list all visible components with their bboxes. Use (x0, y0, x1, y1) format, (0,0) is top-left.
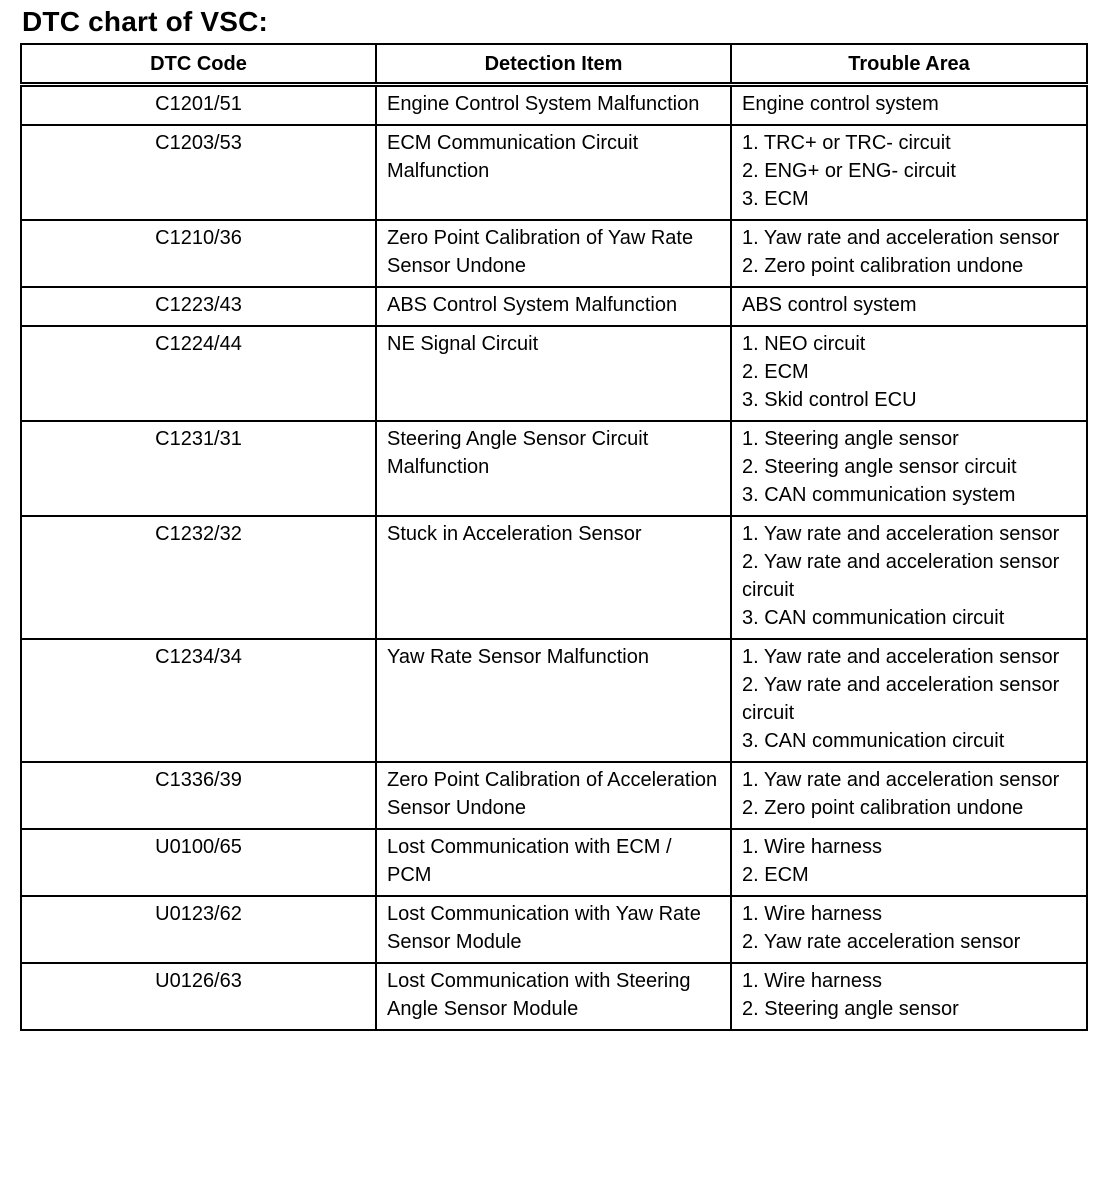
trouble-area-line: 1. NEO circuit (742, 333, 866, 355)
detection-item-cell: Zero Point Calibration of Acceleration Sensor Undone (376, 762, 731, 829)
table-row (21, 125, 1087, 220)
trouble-area-line: 3. Skid control ECU (742, 389, 917, 411)
dtc-code-cell: C1336/39 (21, 762, 376, 829)
trouble-area-line: 1. Wire harness (742, 970, 883, 992)
table-row (21, 896, 1087, 963)
trouble-area-line: 2. Zero point calibration undone (742, 255, 1024, 277)
detection-item-cell: Lost Communication with ECM / PCM (376, 829, 731, 896)
detection-item-cell: Stuck in Acceleration Sensor (376, 516, 731, 639)
detection-item-cell: Yaw Rate Sensor Malfunction (376, 639, 731, 762)
header-row (21, 44, 1087, 85)
trouble-area-cell (731, 639, 1087, 762)
trouble-area-line: 1. Yaw rate and acceleration sensor (742, 646, 1060, 668)
dtc-code-cell: C1223/43 (21, 287, 376, 326)
detection-item-cell: ECM Communication Circuit Malfunction (376, 125, 731, 220)
dtc-code-cell: C1231/31 (21, 421, 376, 516)
trouble-area-line: Engine control system (742, 93, 939, 115)
dtc-code-cell: U0100/65 (21, 829, 376, 896)
trouble-area-line: 1. TRC+ or TRC- circuit (742, 132, 951, 154)
detection-item-cell: ABS Control System Malfunction (376, 287, 731, 326)
trouble-area-line: 2. ECM (742, 361, 809, 383)
trouble-area-cell (731, 516, 1087, 639)
table-row (21, 220, 1087, 287)
trouble-area-line: 2. Zero point calibration undone (742, 797, 1024, 819)
table-row (21, 516, 1087, 639)
header-detection-item: Detection Item (376, 44, 731, 85)
trouble-area-line: 1. Wire harness (742, 836, 883, 858)
trouble-area-line: 2. ECM (742, 864, 809, 886)
table-header (21, 44, 1087, 85)
trouble-area-line: 2. Steering angle sensor (742, 998, 959, 1020)
detection-item-cell: Lost Communication with Steering Angle Sensor Module (376, 963, 731, 1030)
detection-item-cell: NE Signal Circuit (376, 326, 731, 421)
trouble-area-cell (731, 125, 1087, 220)
dtc-code-cell: C1234/34 (21, 639, 376, 762)
header-dtc-code: DTC Code (21, 44, 376, 85)
trouble-area-line: 3. ECM (742, 188, 809, 210)
detection-item-cell: Zero Point Calibration of Yaw Rate Sensor Undone (376, 220, 731, 287)
table-row (21, 326, 1087, 421)
table-row (21, 829, 1087, 896)
dtc-code-cell: U0126/63 (21, 963, 376, 1030)
trouble-area-line: 1. Wire harness (742, 903, 883, 925)
dtc-table (20, 43, 1088, 1031)
trouble-area-cell (731, 287, 1087, 326)
trouble-area-line: 2. Yaw rate and acceleration sensor circuit (742, 674, 1060, 724)
trouble-area-line: 3. CAN communication system (742, 484, 1016, 506)
trouble-area-line: 2. Yaw rate acceleration sensor (742, 931, 1021, 953)
dtc-code-cell: C1210/36 (21, 220, 376, 287)
trouble-area-line: 3. CAN communication circuit (742, 730, 1005, 752)
trouble-area-line: 2. Yaw rate and acceleration sensor circuit (742, 551, 1060, 601)
trouble-area-cell (731, 829, 1087, 896)
trouble-area-cell (731, 421, 1087, 516)
dtc-code-cell: C1224/44 (21, 326, 376, 421)
dtc-code-cell: U0123/62 (21, 896, 376, 963)
trouble-area-line: 1. Yaw rate and acceleration sensor (742, 769, 1060, 791)
table-body (21, 85, 1087, 1031)
dtc-code-cell: C1203/53 (21, 125, 376, 220)
dtc-code-cell: C1232/32 (21, 516, 376, 639)
detection-item-cell: Engine Control System Malfunction (376, 85, 731, 126)
trouble-area-line: 2. ENG+ or ENG- circuit (742, 160, 956, 182)
trouble-area-cell (731, 85, 1087, 126)
trouble-area-line: 3. CAN communication circuit (742, 607, 1005, 629)
trouble-area-cell (731, 896, 1087, 963)
dtc-code-cell: C1201/51 (21, 85, 376, 126)
table-row (21, 421, 1087, 516)
header-trouble-area: Trouble Area (731, 44, 1087, 85)
detection-item-cell: Lost Communication with Yaw Rate Sensor Module (376, 896, 731, 963)
trouble-area-cell (731, 762, 1087, 829)
trouble-area-line: 2. Steering angle sensor circuit (742, 456, 1017, 478)
trouble-area-line: ABS control system (742, 294, 917, 316)
detection-item-cell: Steering Angle Sensor Circuit Malfunction (376, 421, 731, 516)
table-row (21, 639, 1087, 762)
table-row (21, 762, 1087, 829)
trouble-area-cell (731, 963, 1087, 1030)
trouble-area-line: 1. Steering angle sensor (742, 428, 959, 450)
table-row (21, 963, 1087, 1030)
table-row (21, 85, 1087, 126)
trouble-area-line: 1. Yaw rate and acceleration sensor (742, 227, 1060, 249)
page-title: DTC chart of VSC: (22, 6, 269, 37)
trouble-area-line: 1. Yaw rate and acceleration sensor (742, 523, 1060, 545)
table-row (21, 287, 1087, 326)
trouble-area-cell (731, 326, 1087, 421)
trouble-area-cell (731, 220, 1087, 287)
